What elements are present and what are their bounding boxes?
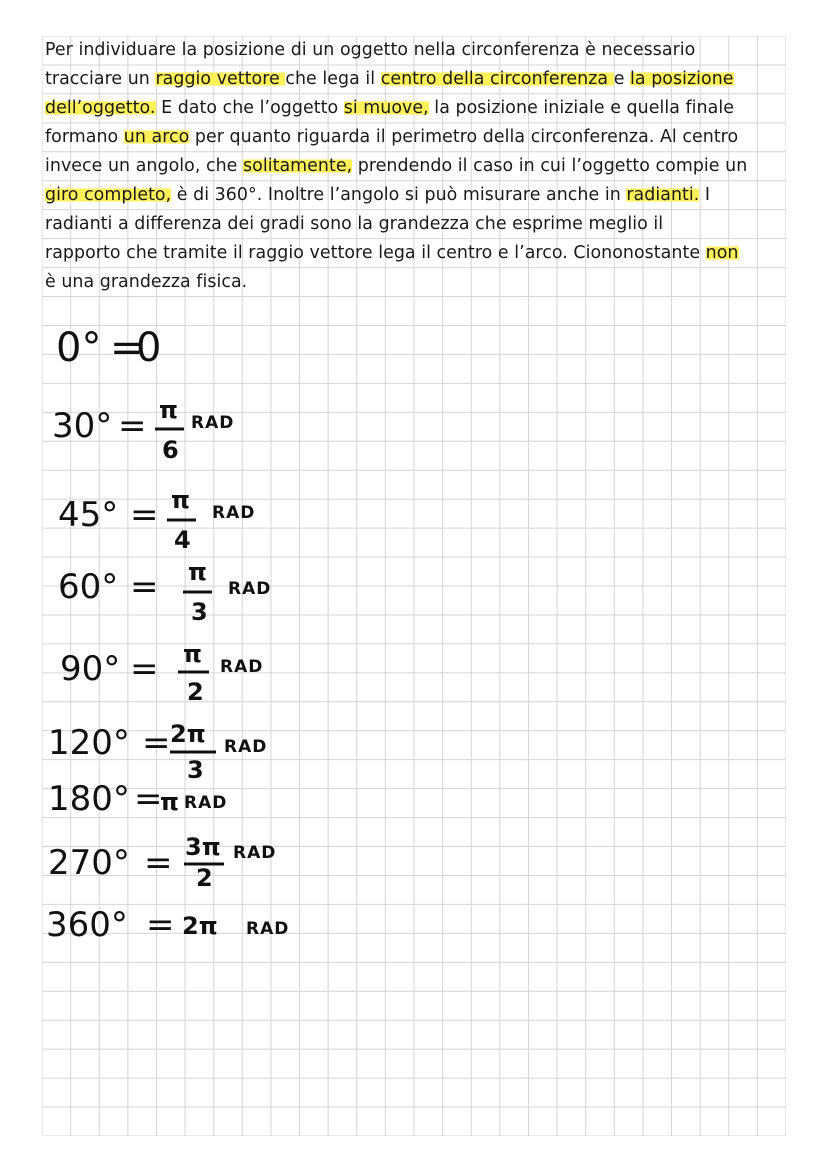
text-run: è di 360°. Inoltre l’angolo si può misurare anche in [171,185,627,205]
formula-unit: RAD [191,413,235,433]
formula-equals: = [118,406,147,446]
formula-denominator: 2 [187,678,204,706]
highlighted-phrase: giro completo, [45,185,172,205]
formula-numerator: π [159,396,178,424]
highlighted-phrase: raggio vettore [155,69,286,89]
text-run: prendendo il caso in cui l’oggetto compie un [352,156,748,176]
text-run: Per individuare la posizione di un oggetto nella circonferenza è necessario [45,40,696,60]
formula-0-deg [56,325,161,371]
formula-equals: = [134,779,163,819]
formula-numerator: π [183,640,202,668]
formula-60-deg [58,558,271,626]
formula-degree: 360° [46,905,128,945]
formula-denominator: 2 [196,864,213,892]
formula-denominator: 3 [187,756,204,784]
highlighted-phrase: solitamente, [243,156,353,176]
text-run: e [613,69,631,89]
formula-degree: 30° [52,406,113,446]
highlighted-phrase: radianti. [626,185,700,205]
formula-numerator: 2π [170,720,206,748]
text-run: formano [45,127,124,147]
highlighted-phrase: centro della circonferenza [380,69,614,89]
formula-denominator: 4 [174,526,191,554]
formula-equals: = [130,495,159,535]
highlighted-phrase: non [705,243,739,263]
formula-equals: = [130,649,159,689]
formula-equals: = [130,567,159,607]
text-run: che lega il [285,69,381,89]
formula-360-deg [46,905,289,945]
highlighted-phrase: un arco [123,127,190,147]
formula-unit: RAD [228,579,272,599]
text-run: E dato che l’oggetto [155,98,344,118]
formula-equals: = [142,723,171,763]
formula-degree: 60° [58,567,119,607]
formula-degree: 270° [48,843,130,883]
formula-result: π [160,788,179,816]
formula-degree: 45° [58,495,119,535]
formula-equals: = [144,843,173,883]
text-run: radianti a differenza dei gradi sono la grandezza che esprime meglio il [45,214,664,234]
formula-270-deg [48,833,276,892]
formula-degree: 90° [60,649,121,689]
formula-unit: RAD [233,843,277,863]
formula-unit: RAD [184,793,228,813]
formula-equals: = [110,325,144,371]
text-run: è una grandezza fisica. [45,272,248,292]
text-run: I [699,185,711,205]
formula-equals: = [146,905,175,945]
text-run: per quanto riguarda il perimetro della circonferenza. Al centro [189,127,739,147]
formula-unit: RAD [212,503,256,523]
formula-degree: 0° [56,325,102,371]
text-run: la posizione iniziale e quella finale [428,98,734,118]
formula-unit: RAD [246,919,290,939]
formula-degree: 120° [48,723,130,763]
text-run: invece un angolo, che [45,156,244,176]
formula-numerator: 3π [185,833,221,861]
formula-180-deg [48,779,227,819]
formula-result: 2π [182,912,218,940]
text-run: rapporto che tramite il raggio vettore lega il centro e l’arco. Ciononostante [45,243,706,263]
text-run: tracciare un [45,69,156,89]
formula-90-deg [60,640,263,706]
formula-unit: RAD [224,737,268,757]
formula-result: 0 [136,325,162,371]
highlighted-phrase: si muove, [343,98,429,118]
formula-30-deg [52,396,234,464]
highlighted-phrase: dell’oggetto. [45,98,156,118]
formula-45-deg [58,486,255,554]
formula-denominator: 6 [162,436,179,464]
formula-unit: RAD [220,657,264,677]
highlighted-phrase: la posizione [630,69,734,89]
formula-numerator: π [171,486,190,514]
formula-degree: 180° [48,779,130,819]
formula-numerator: π [188,558,207,586]
formula-120-deg [48,720,267,784]
formula-denominator: 3 [191,598,208,626]
